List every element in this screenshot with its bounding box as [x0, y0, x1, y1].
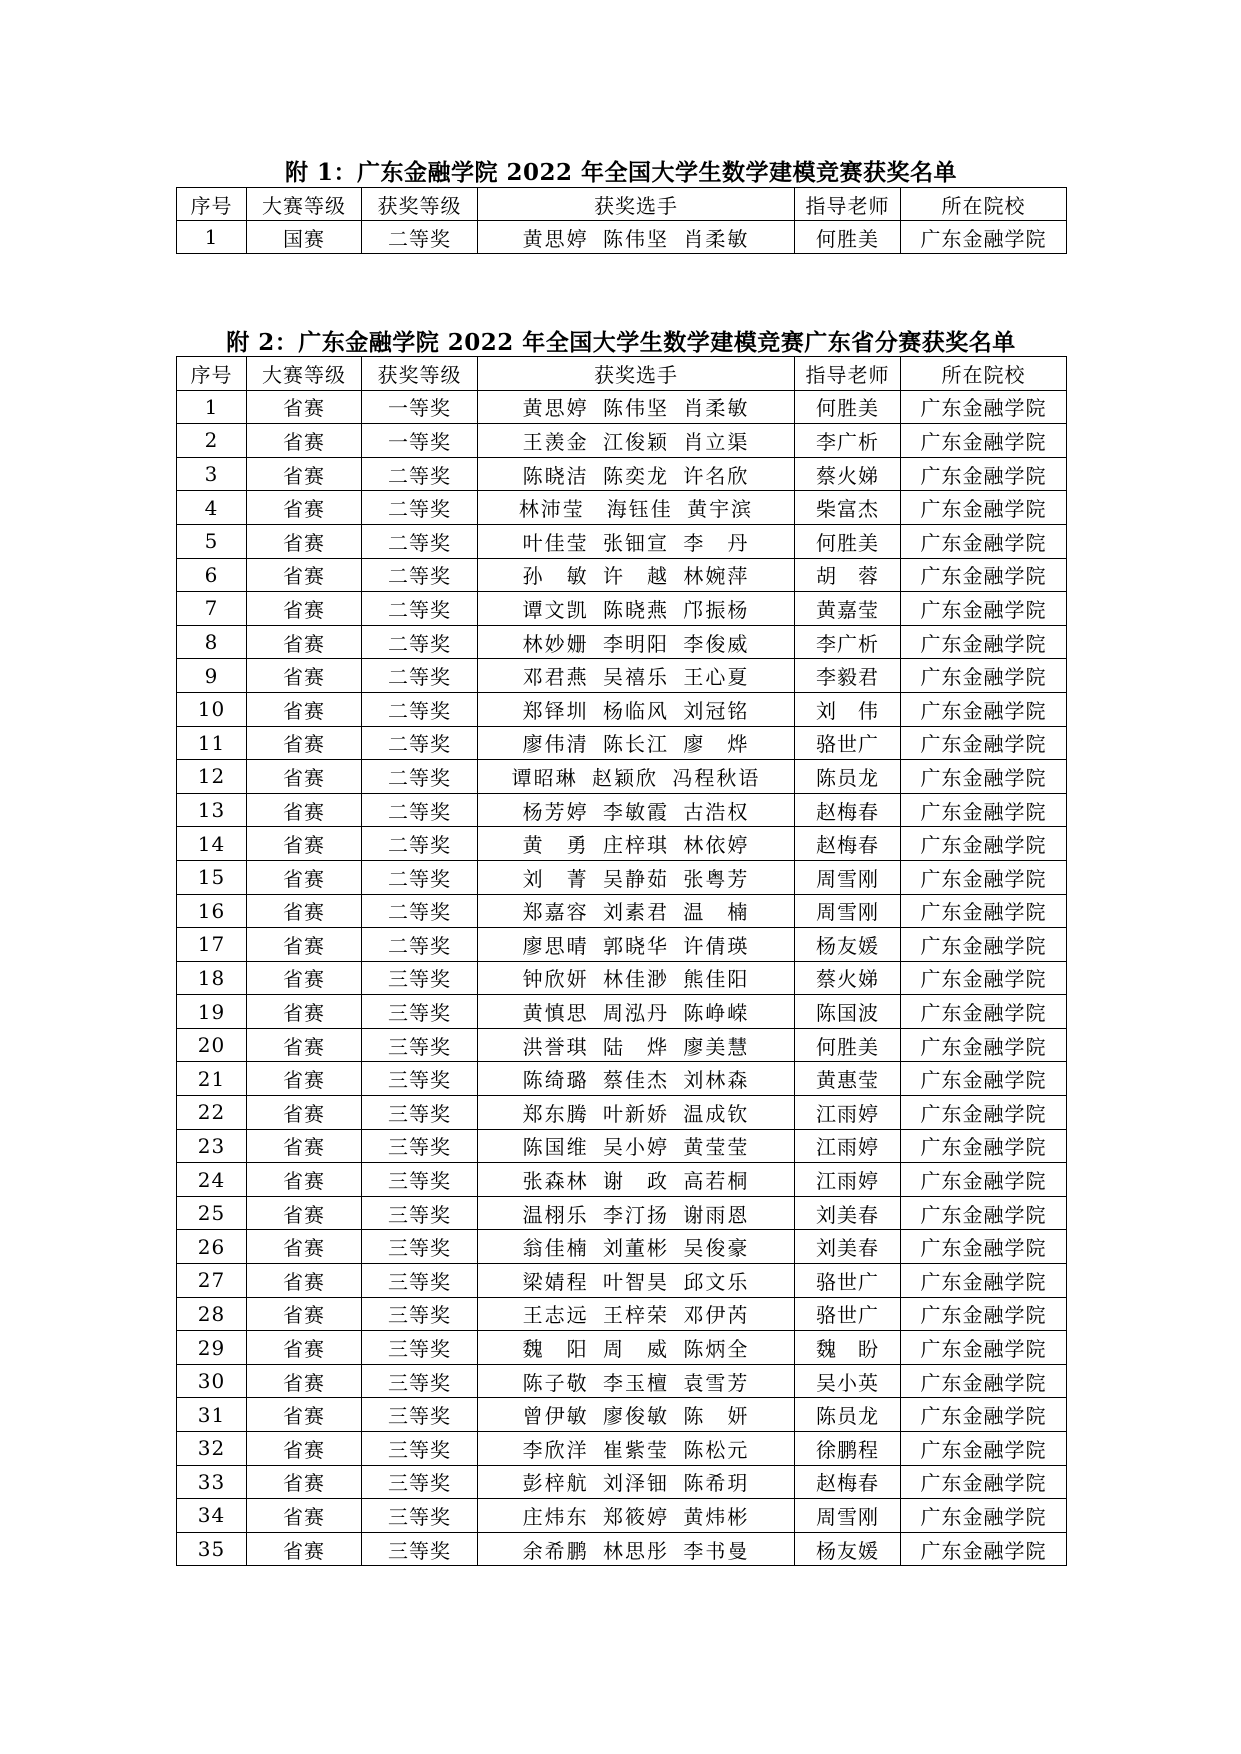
award-winners-cell: 翁佳楠 刘董彬 吴俊豪: [478, 1230, 795, 1264]
advisor-cell: 黄嘉莹: [795, 592, 901, 626]
award-level-cell: 三等奖: [362, 1532, 478, 1566]
table-row: [177, 1096, 1067, 1130]
table-row: [177, 1028, 1067, 1062]
school-cell: 广东金融学院: [901, 760, 1067, 794]
serial-number-cell: 25: [177, 1196, 247, 1230]
serial-number-cell: 9: [177, 659, 247, 693]
award-level-cell: 二等奖: [362, 491, 478, 525]
award-winners-cell: 陈国维 吴小婷 黄莹莹: [478, 1129, 795, 1163]
competition-level-cell: 省赛: [247, 961, 362, 995]
serial-number-cell: 20: [177, 1028, 247, 1062]
serial-number-cell: 15: [177, 860, 247, 894]
award-winners-cell: 魏 阳 周 威 陈炳全: [478, 1331, 795, 1365]
table-row: [177, 592, 1067, 626]
column-header: 序号: [177, 188, 247, 221]
competition-level-cell: 省赛: [247, 1264, 362, 1298]
serial-number-cell: 18: [177, 961, 247, 995]
competition-level-cell: 省赛: [247, 424, 362, 458]
competition-level-cell: 省赛: [247, 1398, 362, 1432]
table-header-row: [177, 188, 1067, 221]
competition-level-cell: 省赛: [247, 1230, 362, 1264]
advisor-cell: 周雪刚: [795, 1499, 901, 1533]
table-row: [177, 221, 1067, 254]
competition-level-cell: 省赛: [247, 659, 362, 693]
serial-number-cell: 1: [177, 221, 247, 254]
table-row: [177, 1499, 1067, 1533]
table-row: [177, 659, 1067, 693]
award-level-cell: 二等奖: [362, 692, 478, 726]
award-level-cell: 三等奖: [362, 1264, 478, 1298]
competition-level-cell: 省赛: [247, 491, 362, 525]
column-header: 指导老师: [795, 188, 901, 221]
school-cell: 广东金融学院: [901, 625, 1067, 659]
advisor-cell: 柴富杰: [795, 491, 901, 525]
school-cell: 广东金融学院: [901, 692, 1067, 726]
award-level-cell: 二等奖: [362, 659, 478, 693]
school-cell: 广东金融学院: [901, 1028, 1067, 1062]
table-row: [177, 1432, 1067, 1466]
award-winners-cell: 谭文凯 陈晓燕 邝振杨: [478, 592, 795, 626]
serial-number-cell: 5: [177, 524, 247, 558]
award-level-cell: 二等奖: [362, 726, 478, 760]
table-row: [177, 1364, 1067, 1398]
advisor-cell: 刘 伟: [795, 692, 901, 726]
column-header: 所在院校: [901, 357, 1067, 391]
award-level-cell: 三等奖: [362, 1028, 478, 1062]
serial-number-cell: 4: [177, 491, 247, 525]
table-row: [177, 928, 1067, 962]
advisor-cell: 何胜美: [795, 524, 901, 558]
table-row: [177, 558, 1067, 592]
school-cell: 广东金融学院: [901, 1163, 1067, 1197]
school-cell: 广东金融学院: [901, 1062, 1067, 1096]
serial-number-cell: 2: [177, 424, 247, 458]
award-winners-cell: 洪誉琪 陆 烨 廖美慧: [478, 1028, 795, 1062]
school-cell: 广东金融学院: [901, 390, 1067, 424]
table-row: [177, 1465, 1067, 1499]
serial-number-cell: 27: [177, 1264, 247, 1298]
serial-number-cell: 16: [177, 894, 247, 928]
competition-level-cell: 省赛: [247, 1364, 362, 1398]
school-cell: 广东金融学院: [901, 1230, 1067, 1264]
competition-level-cell: 国赛: [247, 221, 362, 254]
serial-number-cell: 10: [177, 692, 247, 726]
school-cell: 广东金融学院: [901, 457, 1067, 491]
table-row: [177, 625, 1067, 659]
competition-level-cell: 省赛: [247, 760, 362, 794]
serial-number-cell: 8: [177, 625, 247, 659]
serial-number-cell: 23: [177, 1129, 247, 1163]
table-row: [177, 1398, 1067, 1432]
award-winners-cell: 林妙姗 李明阳 李俊威: [478, 625, 795, 659]
award-level-cell: 三等奖: [362, 1297, 478, 1331]
table-row: [177, 491, 1067, 525]
advisor-cell: 陈国波: [795, 995, 901, 1029]
award-winners-cell: 庄炜东 郑筱婷 黄炜彬: [478, 1499, 795, 1533]
serial-number-cell: 6: [177, 558, 247, 592]
award-level-cell: 三等奖: [362, 1499, 478, 1533]
advisor-cell: 骆世广: [795, 1297, 901, 1331]
school-cell: 广东金融学院: [901, 995, 1067, 1029]
competition-level-cell: 省赛: [247, 995, 362, 1029]
school-cell: 广东金融学院: [901, 1398, 1067, 1432]
advisor-cell: 陈员龙: [795, 760, 901, 794]
advisor-cell: 骆世广: [795, 726, 901, 760]
table-row: [177, 424, 1067, 458]
award-level-cell: 三等奖: [362, 1129, 478, 1163]
award-level-cell: 二等奖: [362, 625, 478, 659]
school-cell: 广东金融学院: [901, 1096, 1067, 1130]
school-cell: 广东金融学院: [901, 558, 1067, 592]
advisor-cell: 何胜美: [795, 1028, 901, 1062]
column-header: 获奖等级: [362, 357, 478, 391]
column-header: 指导老师: [795, 357, 901, 391]
award-level-cell: 三等奖: [362, 1331, 478, 1365]
table-row: [177, 995, 1067, 1029]
competition-level-cell: 省赛: [247, 1196, 362, 1230]
award-winners-cell: 王羡金 江俊颖 肖立渠: [478, 424, 795, 458]
competition-level-cell: 省赛: [247, 1028, 362, 1062]
competition-level-cell: 省赛: [247, 827, 362, 861]
serial-number-cell: 24: [177, 1163, 247, 1197]
table-row: [177, 827, 1067, 861]
table-row: [177, 1331, 1067, 1365]
competition-level-cell: 省赛: [247, 1096, 362, 1130]
advisor-cell: 何胜美: [795, 390, 901, 424]
competition-level-cell: 省赛: [247, 558, 362, 592]
award-winners-cell: 杨芳婷 李敏霞 古浩权: [478, 793, 795, 827]
advisor-cell: 骆世广: [795, 1264, 901, 1298]
table-row: [177, 1062, 1067, 1096]
award-winners-cell: 张森林 谢 政 高若桐: [478, 1163, 795, 1197]
competition-level-cell: 省赛: [247, 1297, 362, 1331]
school-cell: 广东金融学院: [901, 860, 1067, 894]
competition-level-cell: 省赛: [247, 625, 362, 659]
serial-number-cell: 7: [177, 592, 247, 626]
award-level-cell: 三等奖: [362, 1230, 478, 1264]
column-header: 大赛等级: [247, 357, 362, 391]
school-cell: 广东金融学院: [901, 1129, 1067, 1163]
competition-level-cell: 省赛: [247, 390, 362, 424]
award-winners-cell: 温栩乐 李汀扬 谢雨恩: [478, 1196, 795, 1230]
award-level-cell: 三等奖: [362, 995, 478, 1029]
serial-number-cell: 33: [177, 1465, 247, 1499]
award-level-cell: 二等奖: [362, 221, 478, 254]
advisor-cell: 蔡火娣: [795, 961, 901, 995]
table-row: [177, 457, 1067, 491]
serial-number-cell: 32: [177, 1432, 247, 1466]
award-level-cell: 二等奖: [362, 558, 478, 592]
award-winners-cell: 余希鹏 林思彤 李书曼: [478, 1532, 795, 1566]
award-winners-cell: 钟欣妍 林佳渺 熊佳阳: [478, 961, 795, 995]
school-cell: 广东金融学院: [901, 961, 1067, 995]
award-level-cell: 二等奖: [362, 928, 478, 962]
award-winners-cell: 郑嘉容 刘素君 温 楠: [478, 894, 795, 928]
school-cell: 广东金融学院: [901, 1432, 1067, 1466]
award-level-cell: 二等奖: [362, 827, 478, 861]
award-winners-cell: 林沛莹 海钰佳 黄宇滨: [478, 491, 795, 525]
award-winners-cell: 黄慎思 周泓丹 陈峥嵘: [478, 995, 795, 1029]
award-level-cell: 二等奖: [362, 894, 478, 928]
serial-number-cell: 14: [177, 827, 247, 861]
column-header: 大赛等级: [247, 188, 362, 221]
competition-level-cell: 省赛: [247, 1432, 362, 1466]
competition-level-cell: 省赛: [247, 524, 362, 558]
award-level-cell: 三等奖: [362, 1062, 478, 1096]
provincial-award-title: 附 2：广东金融学院 2022 年全国大学生数学建模竞赛广东省分赛获奖名单: [226, 329, 1016, 356]
column-header: 所在院校: [901, 188, 1067, 221]
award-winners-cell: 黄 勇 庄梓琪 林依婷: [478, 827, 795, 861]
table-row: [177, 726, 1067, 760]
competition-level-cell: 省赛: [247, 793, 362, 827]
school-cell: 广东金融学院: [901, 1364, 1067, 1398]
serial-number-cell: 30: [177, 1364, 247, 1398]
competition-level-cell: 省赛: [247, 457, 362, 491]
advisor-cell: 蔡火娣: [795, 457, 901, 491]
award-winners-cell: 王志远 王梓荣 邓伊芮: [478, 1297, 795, 1331]
award-winners-cell: 廖伟清 陈长江 廖 烨: [478, 726, 795, 760]
serial-number-cell: 13: [177, 793, 247, 827]
award-winners-cell: 孙 敏 许 越 林婉萍: [478, 558, 795, 592]
award-winners-cell: 叶佳莹 张钿宣 李 丹: [478, 524, 795, 558]
table-row: [177, 524, 1067, 558]
serial-number-cell: 34: [177, 1499, 247, 1533]
table-row: [177, 1129, 1067, 1163]
award-level-cell: 二等奖: [362, 860, 478, 894]
award-winners-cell: 梁婧程 叶智昊 邱文乐: [478, 1264, 795, 1298]
table-row: [177, 1196, 1067, 1230]
table-row: [177, 1163, 1067, 1197]
award-winners-cell: 黄思婷 陈伟坚 肖柔敏: [478, 221, 795, 254]
serial-number-cell: 12: [177, 760, 247, 794]
award-winners-cell: 邓君燕 吴禧乐 王心夏: [478, 659, 795, 693]
table-row: [177, 894, 1067, 928]
award-winners-cell: 刘 菁 吴静茹 张粤芳: [478, 860, 795, 894]
school-cell: 广东金融学院: [901, 726, 1067, 760]
advisor-cell: 江雨婷: [795, 1163, 901, 1197]
table-row: [177, 1297, 1067, 1331]
advisor-cell: 吴小英: [795, 1364, 901, 1398]
table-row: [177, 692, 1067, 726]
table-row: [177, 1230, 1067, 1264]
advisor-cell: 杨友媛: [795, 1532, 901, 1566]
school-cell: 广东金融学院: [901, 221, 1067, 254]
school-cell: 广东金融学院: [901, 1331, 1067, 1365]
advisor-cell: 刘美春: [795, 1230, 901, 1264]
serial-number-cell: 31: [177, 1398, 247, 1432]
school-cell: 广东金融学院: [901, 793, 1067, 827]
school-cell: 广东金融学院: [901, 1297, 1067, 1331]
school-cell: 广东金融学院: [901, 1465, 1067, 1499]
school-cell: 广东金融学院: [901, 1264, 1067, 1298]
advisor-cell: 周雪刚: [795, 860, 901, 894]
award-winners-cell: 彭梓航 刘泽钿 陈希玥: [478, 1465, 795, 1499]
competition-level-cell: 省赛: [247, 592, 362, 626]
table-row: [177, 793, 1067, 827]
advisor-cell: 赵梅春: [795, 1465, 901, 1499]
advisor-cell: 魏 盼: [795, 1331, 901, 1365]
serial-number-cell: 19: [177, 995, 247, 1029]
award-winners-cell: 郑铎圳 杨临风 刘冠铭: [478, 692, 795, 726]
advisor-cell: 胡 蓉: [795, 558, 901, 592]
competition-level-cell: 省赛: [247, 1499, 362, 1533]
competition-level-cell: 省赛: [247, 928, 362, 962]
award-level-cell: 一等奖: [362, 424, 478, 458]
competition-level-cell: 省赛: [247, 692, 362, 726]
advisor-cell: 李毅君: [795, 659, 901, 693]
award-winners-cell: 廖思晴 郭晓华 许倩瑛: [478, 928, 795, 962]
competition-level-cell: 省赛: [247, 1062, 362, 1096]
school-cell: 广东金融学院: [901, 827, 1067, 861]
award-level-cell: 二等奖: [362, 457, 478, 491]
school-cell: 广东金融学院: [901, 524, 1067, 558]
competition-level-cell: 省赛: [247, 1465, 362, 1499]
advisor-cell: 刘美春: [795, 1196, 901, 1230]
advisor-cell: 江雨婷: [795, 1129, 901, 1163]
award-level-cell: 三等奖: [362, 1163, 478, 1197]
award-winners-cell: 陈子敬 李玉檀 袁雪芳: [478, 1364, 795, 1398]
school-cell: 广东金融学院: [901, 1532, 1067, 1566]
serial-number-cell: 22: [177, 1096, 247, 1130]
table-header-row: [177, 357, 1067, 391]
competition-level-cell: 省赛: [247, 726, 362, 760]
award-level-cell: 二等奖: [362, 793, 478, 827]
serial-number-cell: 35: [177, 1532, 247, 1566]
table-row: [177, 961, 1067, 995]
advisor-cell: 徐鹏程: [795, 1432, 901, 1466]
advisor-cell: 李广析: [795, 625, 901, 659]
award-level-cell: 三等奖: [362, 1432, 478, 1466]
advisor-cell: 周雪刚: [795, 894, 901, 928]
advisor-cell: 赵梅春: [795, 827, 901, 861]
serial-number-cell: 11: [177, 726, 247, 760]
serial-number-cell: 3: [177, 457, 247, 491]
serial-number-cell: 1: [177, 390, 247, 424]
award-level-cell: 二等奖: [362, 760, 478, 794]
serial-number-cell: 28: [177, 1297, 247, 1331]
award-level-cell: 一等奖: [362, 390, 478, 424]
award-level-cell: 二等奖: [362, 524, 478, 558]
competition-level-cell: 省赛: [247, 1163, 362, 1197]
award-winners-cell: 陈晓洁 陈奕龙 许名欣: [478, 457, 795, 491]
award-level-cell: 三等奖: [362, 1196, 478, 1230]
competition-level-cell: 省赛: [247, 1331, 362, 1365]
serial-number-cell: 29: [177, 1331, 247, 1365]
advisor-cell: 黄惠莹: [795, 1062, 901, 1096]
school-cell: 广东金融学院: [901, 592, 1067, 626]
table-row: [177, 860, 1067, 894]
competition-level-cell: 省赛: [247, 1129, 362, 1163]
column-header: 序号: [177, 357, 247, 391]
advisor-cell: 江雨婷: [795, 1096, 901, 1130]
award-winners-cell: 黄思婷 陈伟坚 肖柔敏: [478, 390, 795, 424]
school-cell: 广东金融学院: [901, 1499, 1067, 1533]
table-row: [177, 390, 1067, 424]
advisor-cell: 杨友媛: [795, 928, 901, 962]
school-cell: 广东金融学院: [901, 894, 1067, 928]
advisor-cell: 李广析: [795, 424, 901, 458]
award-level-cell: 二等奖: [362, 592, 478, 626]
advisor-cell: 陈员龙: [795, 1398, 901, 1432]
award-winners-cell: 谭昭琳 赵颖欣 冯程秋语: [478, 760, 795, 794]
award-winners-cell: 曾伊敏 廖俊敏 陈 妍: [478, 1398, 795, 1432]
award-level-cell: 三等奖: [362, 1364, 478, 1398]
table-row: [177, 1264, 1067, 1298]
school-cell: 广东金融学院: [901, 928, 1067, 962]
table-row: [177, 1532, 1067, 1566]
advisor-cell: 赵梅春: [795, 793, 901, 827]
school-cell: 广东金融学院: [901, 424, 1067, 458]
school-cell: 广东金融学院: [901, 491, 1067, 525]
award-winners-cell: 李欣洋 崔紫莹 陈松元: [478, 1432, 795, 1466]
provincial-award-table: [176, 356, 1067, 1566]
award-level-cell: 三等奖: [362, 1465, 478, 1499]
competition-level-cell: 省赛: [247, 860, 362, 894]
school-cell: 广东金融学院: [901, 1196, 1067, 1230]
competition-level-cell: 省赛: [247, 894, 362, 928]
award-level-cell: 三等奖: [362, 1096, 478, 1130]
award-level-cell: 三等奖: [362, 961, 478, 995]
advisor-cell: 何胜美: [795, 221, 901, 254]
national-award-title: 附 1：广东金融学院 2022 年全国大学生数学建模竞赛获奖名单: [284, 159, 958, 186]
serial-number-cell: 26: [177, 1230, 247, 1264]
column-header: 获奖选手: [478, 357, 795, 391]
national-award-table: [176, 187, 1067, 254]
award-level-cell: 三等奖: [362, 1398, 478, 1432]
school-cell: 广东金融学院: [901, 659, 1067, 693]
award-winners-cell: 陈绮璐 蔡佳杰 刘林森: [478, 1062, 795, 1096]
serial-number-cell: 17: [177, 928, 247, 962]
column-header: 获奖选手: [478, 188, 795, 221]
table-row: [177, 760, 1067, 794]
serial-number-cell: 21: [177, 1062, 247, 1096]
competition-level-cell: 省赛: [247, 1532, 362, 1566]
award-winners-cell: 郑东腾 叶新娇 温成钦: [478, 1096, 795, 1130]
column-header: 获奖等级: [362, 188, 478, 221]
